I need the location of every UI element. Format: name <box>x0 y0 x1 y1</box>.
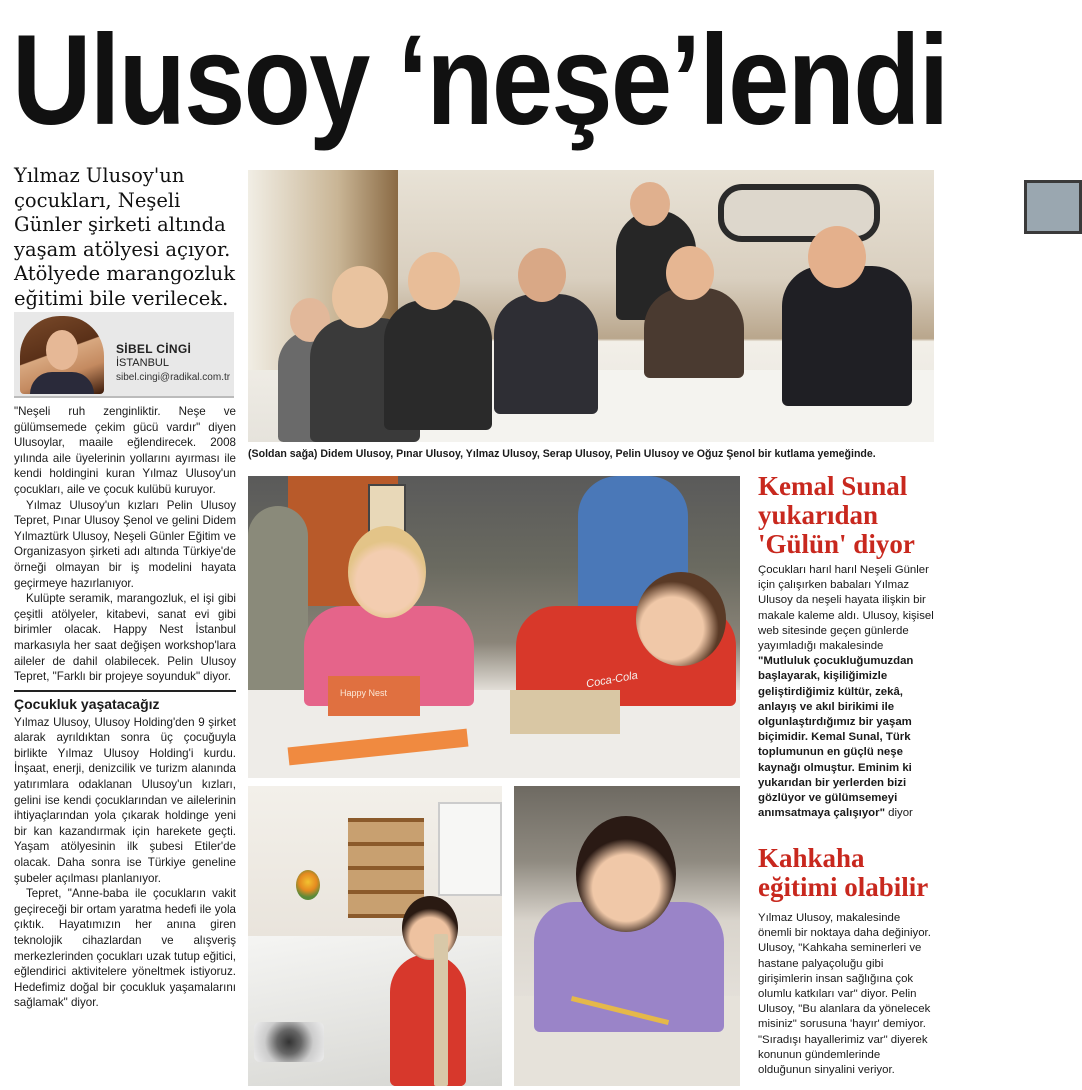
photo-window <box>438 802 502 896</box>
photo-child-head <box>576 816 676 932</box>
photo-drawing <box>254 1022 324 1062</box>
author-name: SİBEL CİNGİ <box>116 342 192 356</box>
author-city: İSTANBUL <box>116 357 169 369</box>
avatar-body <box>30 372 94 394</box>
photo-caption: (Soldan sağa) Didem Ulusoy, Pınar Ulusoy, Yılmaz Ulusoy, Serap Ulusoy, Pelin Ulusoy ve Oğuz Şenol bir kutlama yemeğinde. <box>248 448 876 460</box>
photo-flowers <box>296 870 320 900</box>
photo-person-head <box>630 182 670 226</box>
photo-child-head <box>348 526 426 618</box>
photo-child-boy <box>390 954 466 1086</box>
photo-person <box>494 294 598 414</box>
photo-craft-box <box>510 690 620 734</box>
article-paragraph: "Neşeli ruh zenginliktir. Neşe ve gülümsemede çekim gücü vardır" diyen Ulusoylar, maaile eğlendirecek. 2008 yılında aile üyelerinin yollarını ayırması ile kendi holdingini kuran Yılmaz Ulusoy'un çocukları, aile ve çocuk kulübü kuruyor. <box>14 405 236 496</box>
sidebar-title-kahkaha: Kahkaha eğitimi olabilir <box>758 843 929 902</box>
article-body <box>14 404 236 1011</box>
photo-person-head <box>518 248 566 302</box>
headline: Ulusoy ‘neşe’lendi <box>12 9 948 152</box>
girl-crayon-photo <box>514 786 740 1086</box>
photo-person-head <box>666 246 714 300</box>
photo-child-head <box>636 572 726 666</box>
photo-wall-painting <box>1024 180 1082 234</box>
avatar-face <box>46 330 78 370</box>
sidebar-text-intro: Çocukları harıl harıl Neşeli Günler için çalışırken babaları Yılmaz Ulusoy da neşeli hayata ilişkin bir makale kaleme aldı. Ulusoy, kişisel web sitesinde geçen günlerde yayımladığı makalesinde <box>758 564 934 653</box>
sidebar-quote: "Mutluluk çocukluğumuzdan başlayarak, kişiliğimizle geliştirdiğimiz kültür, zekâ, anlayış ve akıl birikimi ile olgunlaştırdığımız bir yaşam biçimidir. Kemal Sunal, Türk toplumunun en güçlü neşe kaynağı olmuştur. Eminim ki yukarıdan bir yerlerden bizi gözlüyor ve gülümsemeyi anımsatmaya çalışıyor" <box>758 655 914 820</box>
article-paragraph: Kulüpte seramik, marangozluk, el işi gibi çeşitli atölyeler, kitabevi, sanat evi gibi birimler olacak. Happy Nest İstanbul markasıyla her saat değişen workshop'lara aileler de dahil olabilecek. Pelin Ulusoy Tepret, "Farklı bir projeye soyunduk" diyor. <box>14 592 236 684</box>
sidebar-text-end: diyor <box>884 807 913 820</box>
article-paragraph: Tepret, "Anne-baba ile çocukların vakit geçireceği bir ortam yaratma hedefi ile yola çıktık. Hayatımızın her anına giren teknolojik cihazlardan ve alışveriş merkezlerinden çocukları uzak tutup eğitici, eğlendirici aktivitelere yöneltmek istiyoruz. Hedefimiz doğal bir çocukluk yaşamalarını sağlamak" diyor. <box>14 887 236 1010</box>
boy-drawing-photo <box>248 786 502 1086</box>
photo-box-label: Happy Nest <box>340 688 388 698</box>
children-crafting-photo <box>248 476 740 778</box>
photo-person-head <box>332 266 388 328</box>
article-subhead: Çocukluk yaşatacağız <box>14 690 236 713</box>
photo-person <box>644 288 744 378</box>
sidebar-text-kahkaha: Yılmaz Ulusoy, makalesinde önemli bir noktaya daha değiniyor. Ulusoy, "Kahkaha seminerleri ve hastane palyaçoluğu gibi girişimlerin insan sağlığına çok olumlu katkıları var" diyor. Pelin Ulusoy, "Bu alanlara da yönelecek misiniz" sorusuna 'hayır' demiyor. "Sıradışı hayallerimiz var" diyerek konunun gündemlerinde olduğunun sinyalini veriyor. <box>758 912 931 1077</box>
author-avatar <box>20 316 104 394</box>
photo-person <box>248 506 308 696</box>
photo-child-head <box>402 896 458 960</box>
photo-person-head <box>408 252 460 310</box>
author-email[interactable]: sibel.cingi@radikal.com.tr <box>116 372 231 383</box>
article-paragraph: Yılmaz Ulusoy, Ulusoy Holding'den 9 şirket alarak ayrıldıktan sonra üç çocuğuyla birlikte Yılmaz Ulusoy Holding'i kurdu. İnşaat, enerji, denizcilik ve turizm alanında yatırımlara odaklanan Ulusoy'un kızları, gelini ise kendi çocuklarından ve ailelerinin ihtiyaçlarından yola çıkarak holdinge yeni bir kan kazandırmak için harekete geçti. Yaşam atölyesinin ilk şubesi Etiler'de olacak. Daha sonra ise Türkiye geneline şubeler açılması planlanıyor. <box>14 715 236 885</box>
photo-shirt-logo: Coca-Cola <box>585 669 639 691</box>
photo-person-head <box>808 226 866 288</box>
photo-person <box>384 300 492 430</box>
family-dinner-photo <box>248 170 934 442</box>
byline-box <box>14 312 234 398</box>
article-paragraph: Yılmaz Ulusoy'un kızları Pelin Ulusoy Tepret, Pınar Ulusoy Şenol ve gelini Didem Yılmaztürk Ulusoy, Neşeli Günler Eğitim ve Organizasyon şirketi adı altında Türkiye'de örneği olmayan bir iş modelini hayata geçirmeye hazırlanıyor. <box>14 498 236 590</box>
lead-paragraph: Yılmaz Ulusoy'un çocukları, Neşeli Günler şirketi altında yaşam atölyesi açıyor. Atölyede marangozluk eğitimi bile verilecek. <box>14 164 236 310</box>
sidebar-text-kemal-sunal <box>758 563 936 821</box>
sidebar-title-kemal-sunal: Kemal Sunal yukarıdan 'Gülün' diyor <box>758 471 915 559</box>
photo-person <box>782 266 912 406</box>
photo-easel <box>434 934 448 1086</box>
